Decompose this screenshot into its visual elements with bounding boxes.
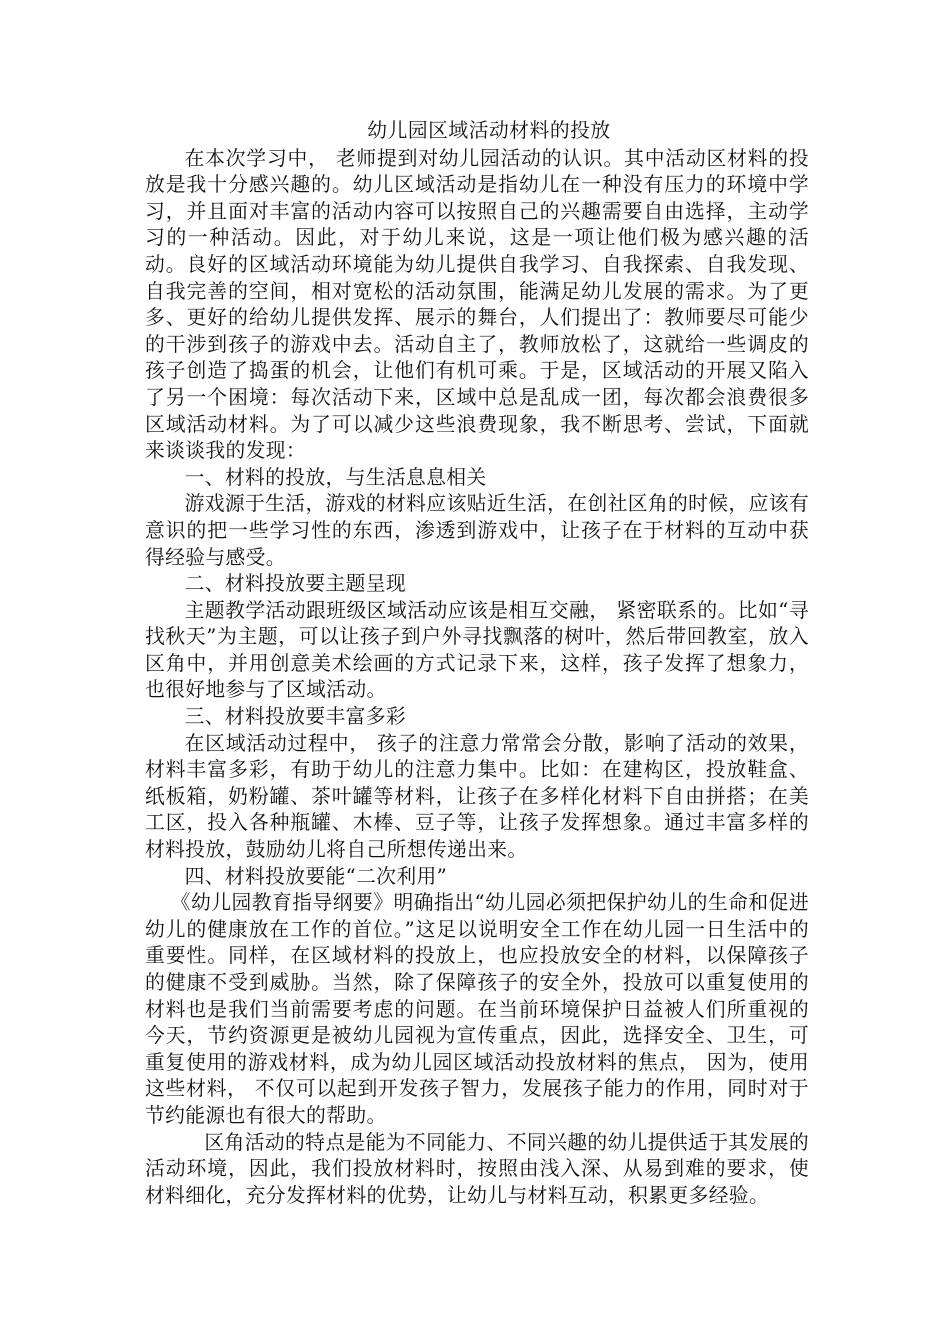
section-2-heading: 二、材料投放要主题呈现 bbox=[184, 572, 407, 596]
section-4-body: 《幼儿园教育指导纲要》明确指出“幼儿园必须把保护幼儿的生命和促进幼儿的健康放在工作的首位。”这足以说明安全工作在幼儿园一日生活中的重要性。同样，在区域材料的投放上，也应投放安全的材料，以保障孩子的健康不受到威胁。当然，除了保障孩子的安全外，投放可以重复使用的材料也是我们当前需要考虑的问题。在当前环境保护日益被人们所重视的今天，节约资源更是被幼儿园视为宣传重点，因此，选择安全、卫生，可重复使用的游戏材料，成为幼儿园区域活动投放材料的焦点， 因为，使用这些材料， 不仅可以起到开发孩子智力，发展孩子能力的作用，同时对于节约能源也有很大的帮助。 bbox=[145, 891, 809, 1127]
closing-paragraph: 区角活动的特点是能为不同能力、不同兴趣的幼儿提供适于其发展的活动环境，因此，我们投放材料时，按照由浅入深、从易到难的要求，使材料细化，充分发挥材料的优势，让幼儿与材料互动，积累更多经验。 bbox=[145, 1130, 809, 1207]
section-1-body: 游戏源于生活，游戏的材料应该贴近生活，在创社区角的时候，应该有意识的把一些学习性的东西，渗透到游戏中，让孩子在于材料的互动中获得经验与感受。 bbox=[145, 492, 809, 569]
document-page bbox=[145, 118, 809, 1209]
section-4-heading: 四、材料投放要能“二次利用” bbox=[184, 864, 448, 888]
document-title: 幼儿园区域活动材料的投放 bbox=[367, 119, 611, 142]
section-3-heading: 三、材料投放要丰富多彩 bbox=[184, 705, 407, 729]
section-2-body: 主题教学活动跟班级区域活动应该是相互交融， 紧密联系的。比如“寻找秋天”为主题，可以让孩子到户外寻找飘落的树叶，然后带回教室，放入区角中，并用创意美术绘画的方式记录下来，这样，孩子发挥了想象力，也很好地参与了区域活动。 bbox=[145, 598, 809, 702]
intro-paragraph: 在本次学习中， 老师提到对幼儿园活动的认识。其中活动区材料的投放是我十分感兴趣的。幼儿区域活动是指幼儿在一种没有压力的环境中学习，并且面对丰富的活动内容可以按照自己的兴趣需要自由选择，主动学习的一种活动。因此，对于幼儿来说，这是一项让他们极为感兴趣的活动。良好的区域活动环境能为幼儿提供自我学习、自我探索、自我发现、自我完善的空间，相对宽松的活动氛围，能满足幼儿发展的需求。为了更多、更好的给幼儿提供发挥、展示的舞台，人们提出了：教师要尽可能少的干涉到孩子的游戏中去。活动自主了，教师放松了，这就给一些调皮的孩子创造了捣蛋的机会，让他们有机可乘。于是，区域活动的开展又陷入了另一个困境：每次活动下来，区域中总是乱成一团，每次都会浪费很多区域活动材料。为了可以减少这些浪费现象，我不断思考、尝试，下面就来谈谈我的发现： bbox=[145, 146, 809, 463]
section-3-body: 在区域活动过程中， 孩子的注意力常常会分散，影响了活动的效果，材料丰富多彩，有助于幼儿的注意力集中。比如：在建构区，投放鞋盒、纸板箱，奶粉罐、茶叶罐等材料，让孩子在多样化材料下自由拼搭；在美工区，投入各种瓶罐、木棒、豆子等，让孩子发挥想象。通过丰富多样的材料投放，鼓励幼儿将自己所想传递出来。 bbox=[145, 731, 809, 862]
section-1-heading: 一、材料的投放，与生活息息相关 bbox=[184, 465, 487, 489]
